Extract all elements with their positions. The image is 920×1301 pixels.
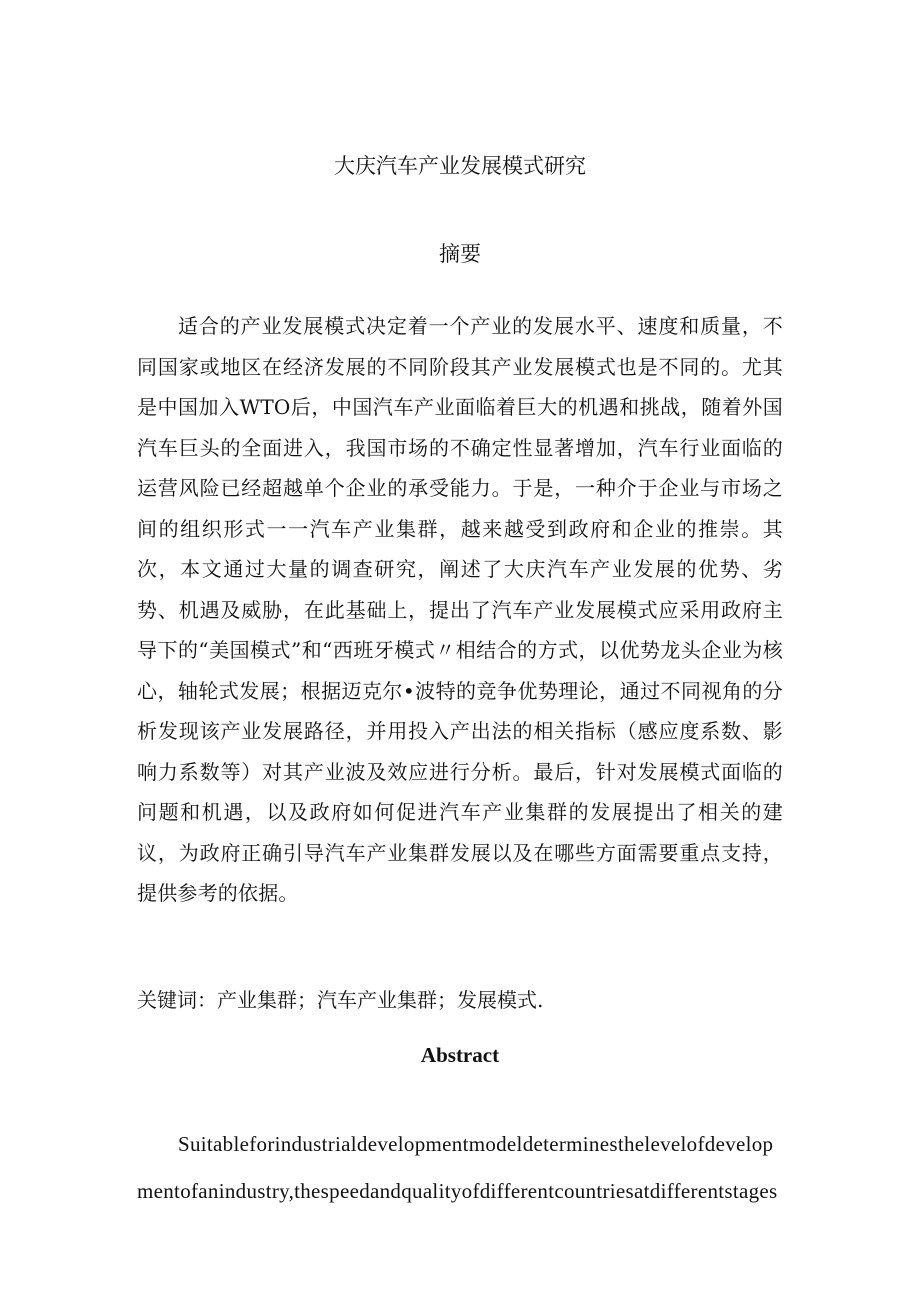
- keywords-label: 关键词：: [137, 988, 217, 1012]
- abstract-cn-paragraph: 适合的产业发展模式决定着一个产业的发展水平、速度和质量，不同国家或地区在经济发展的不同阶段其产业发展模式也是不同的。尤其是中国加入WTO后，中国汽车产业面临着巨大的机遇和挑战，随着外国汽车巨头的全面进入，我国市场的不确定性显著增加，汽车行业面临的运营风险已经超越单个企业的承受能力。于是，一种介于企业与市场之间的组织形式一一汽车产业集群，越来越受到政府和企业的推崇。其次，本文通过大量的调查研究，阐述了大庆汽车产业发展的优势、劣势、机遇及威胁，在此基础上，提出了汽车产业发展模式应采用政府主导下的“美国模式”和“西班牙模式〃相结合的方式，以优势龙头企业为核心，轴轮式发展；根据迈克尔•波特的竞争优势理论，通过不同视角的分析发现该产业发展路径，并用投入产出法的相关指标（感应度系数、影响力系数等）对其产业波及效应进行分析。最后，针对发展模式面临的问题和机遇，以及政府如何促进汽车产业集群的发展提出了相关的建议，为政府正确引导汽车产业集群发展以及在哪些方面需要重点支持，提供参考的依据。: [137, 314, 783, 905]
- abstract-heading-en: Abstract: [420, 1043, 500, 1067]
- abstract-en-paragraph: Suitableforindustrialdevelopmentmodeldeterminesthelevelofdevelopmentofanindustry,thespeedandqualityofdifferentcountriesatdifferentstages: [137, 1132, 778, 1203]
- abstract-heading-cn: 摘要: [439, 242, 481, 266]
- document-title: 大庆汽车产业发展模式研究: [334, 154, 586, 178]
- keywords-line: [137, 985, 783, 1015]
- keywords-text: 产业集群；汽车产业集群；发展模式.: [217, 988, 544, 1012]
